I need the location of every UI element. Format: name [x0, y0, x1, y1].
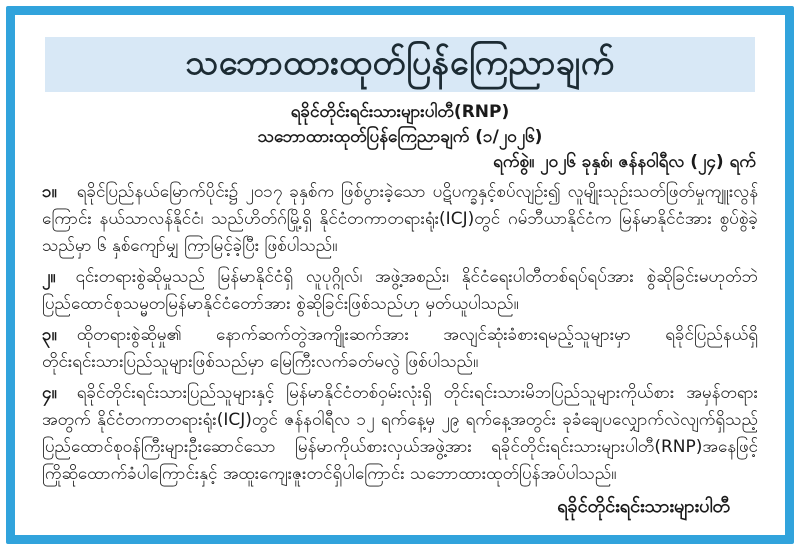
document-border-frame [6, 6, 794, 544]
paragraph-1 [42, 179, 758, 260]
paragraph-3 [42, 322, 758, 376]
paragraph-1-number: ၁။ [42, 181, 57, 202]
title-banner [45, 37, 755, 92]
paragraph-4-text: ရခိုင်တိုင်းရင်းသားပြည်သူများနှင့် မြန်မာနိုင်ငံတစ်ဝှမ်းလုံးရှိ တိုင်းရင်းသားမိဘပြည်သူများကိုယ်စား အမှန်တရားအတွက် နိုင်ငံတကာတရားရုံး(ICJ)တွင် ဇန်နဝါရီလ ၁၂ ရက်နေ့မှ ၂၉ ရက်နေ့အတွင်း ခုခံချေပလျှောက်လဲလျက်ရှိသည့် ပြည်ထောင်စုဝန်ကြီးများဦးဆောင်သော မြန်မာကိုယ်စားလှယ်အဖွဲ့အား ရခိုင်တိုင်းရင်းသားများပါတီ(RNP)အနေဖြင့် ကြိုဆိုထောက်ခံပါကြောင်းနှင့် အထူးကျေးဇူးတင်ရှိပါကြောင်း သဘောထားထုတ်ပြန်အပ်ပါသည်။ [42, 382, 758, 484]
paragraph-3-text: ထိုတရားစွဲဆိုမှု၏ နောက်ဆက်တွဲအကျိုးဆက်အား အလျင်ဆုံးခံစားရမည့်သူများမှာ ရခိုင်ပြည်နယ်ရှိ တိုင်းရင်းသားပြည်သူများဖြစ်သည်မှာ မြေကြီးလက်ခတ်မလွဲ ဖြစ်ပါသည်။ [42, 324, 758, 372]
document-title: သဘောထားထုတ်ပြန်ကြေညာချက် [185, 43, 615, 83]
paragraph-4 [42, 380, 758, 488]
paragraph-2-text: ၎င်းတရားစွဲဆိုမှုသည် မြန်မာနိုင်ငံရှိ လူပုဂ္ဂိုလ်၊ အဖွဲ့အစည်း၊ နိုင်ငံရေးပါတီတစ်ရပ်ရပ်အား စွဲဆိုခြင်းမဟုတ်ဘဲ ပြည်ထောင်စုသမ္မတမြန်မာနိုင်ငံတော်အား စွဲဆိုခြင်းဖြစ်သည်ဟု မှတ်ယူပါသည်။ [42, 266, 758, 314]
statement-number-line: သဘောထားထုတ်ပြန်ကြေညာချက် (၁/၂၀၂၆) [257, 126, 543, 147]
paragraph-4-number: ၄။ [42, 382, 57, 403]
paragraph-2-number: ၂။ [42, 266, 56, 287]
date-line: ရက်စွဲ။ ၂၀၂၆ ခုနှစ်၊ ဇန်နဝါရီလ (၂၄) ရက် [493, 151, 756, 172]
paragraph-1-text: ရခိုင်ပြည်နယ်မြောက်ပိုင်း၌ ၂၀၁၇ ခုနှစ်က ဖြစ်ပွားခဲ့သော ပဋိပက္ခနှင့်စပ်လျဉ်း၍ လူမျိုးသုဉ်းသတ်ဖြတ်မှုကျူးလွန်ကြောင်း နယ်သာလန်နိုင်ငံ၊ သည်ဟိတ်ဂ်မြို့ရှိ နိုင်ငံတကာတရားရုံး(ICJ)တွင် ဂမ်ဘီယာနိုင်ငံက မြန်မာနိုင်ငံအား စွပ်စွဲခဲ့သည်မှာ ၆ နှစ်ကျော်မျှ ကြာမြင့်ခဲ့ပြီး ဖြစ်ပါသည်။ [42, 181, 758, 256]
subheader-block [30, 100, 770, 150]
signature-line: ရခိုင်တိုင်းရင်းသားများပါတီ [557, 495, 730, 517]
paragraph-2 [42, 264, 758, 318]
document-content [30, 30, 770, 520]
statement-body [30, 175, 770, 488]
organization-name-line: ရခိုင်တိုင်းရင်းသားများပါတီ(RNP) [290, 101, 510, 122]
paragraph-3-number: ၃။ [42, 324, 57, 345]
